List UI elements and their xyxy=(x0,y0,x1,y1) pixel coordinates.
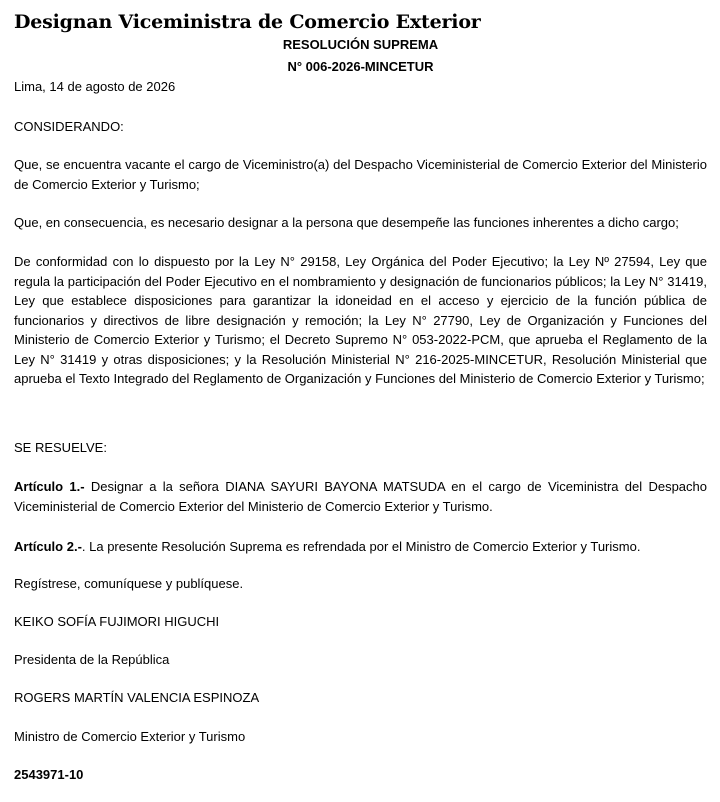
closing-formula: Regístrese, comuníquese y publíquese. xyxy=(14,576,244,591)
resolution-number: N° 006-2026-MINCETUR xyxy=(287,59,434,74)
signer-1-name: KEIKO SOFÍA FUJIMORI HIGUCHI xyxy=(14,614,220,629)
article-2-text: . La presente Resolución Suprema es refrendada por el Ministro de Comercio Exterior y Turismo. xyxy=(81,539,641,554)
resolution-type: RESOLUCIÓN SUPREMA xyxy=(282,37,439,52)
considerando-heading: CONSIDERANDO: xyxy=(14,119,124,134)
article-1-text: Designar a la señora DIANA SAYURI BAYONA MATSUDA en el cargo de Viceministra del Despacho Viceministerial de Comercio Exterior del Ministerio de Comercio Exterior y Turismo. xyxy=(14,479,707,514)
date-place: Lima, 14 de agosto de 2026 xyxy=(14,79,176,94)
signer-1-title: Presidenta de la República xyxy=(14,652,170,667)
paragraph-2: Que, en consecuencia, es necesario designar a la persona que desempeñe las funciones inherentes a dicho cargo; xyxy=(14,215,679,230)
article-1 xyxy=(14,477,707,516)
se-resuelve-heading: SE RESUELVE: xyxy=(14,440,107,455)
signer-2-name: ROGERS MARTÍN VALENCIA ESPINOZA xyxy=(14,690,260,705)
publication-code: 2543971-10 xyxy=(14,767,84,782)
signer-2-title: Ministro de Comercio Exterior y Turismo xyxy=(14,729,246,744)
article-2-label: Artículo 2.- xyxy=(14,539,82,554)
document-page xyxy=(14,10,707,782)
document-title: Designan Viceministra de Comercio Exterior xyxy=(14,11,481,33)
article-2 xyxy=(14,537,707,557)
article-1-label: Artículo 1.- xyxy=(14,479,85,494)
paragraph-3: De conformidad con lo dispuesto por la Ley N° 29158, Ley Orgánica del Poder Ejecutivo; la Ley Nº 27594, Ley que regula la participación del Poder Ejecutivo en el nombramiento y designación de funcionarios públicos; la Ley N° 31419, Ley que establece disposiciones para garantizar la idoneidad en el acceso y ejercicio de la función pública de funcionarios y directivos de libre designación y remoción; la Ley N° 27790, Ley de Organización y Funciones del Ministerio de Comercio Exterior y Turismo; el Decreto Supremo N° 053-2022-PCM, que aprueba el Reglamento de la Ley N° 31419 y otras disposiciones; y la Resolución Ministerial N° 216-2025-MINCETUR, Resolución Ministerial que aprueba el Texto Integrado del Reglamento de Organización y Funciones del Ministerio de Comercio Exterior y Turismo; xyxy=(14,254,707,386)
paragraph-1: Que, se encuentra vacante el cargo de Viceministro(a) del Despacho Viceministerial de Comercio Exterior del Ministerio de Comercio Exterior y Turismo; xyxy=(14,157,707,192)
